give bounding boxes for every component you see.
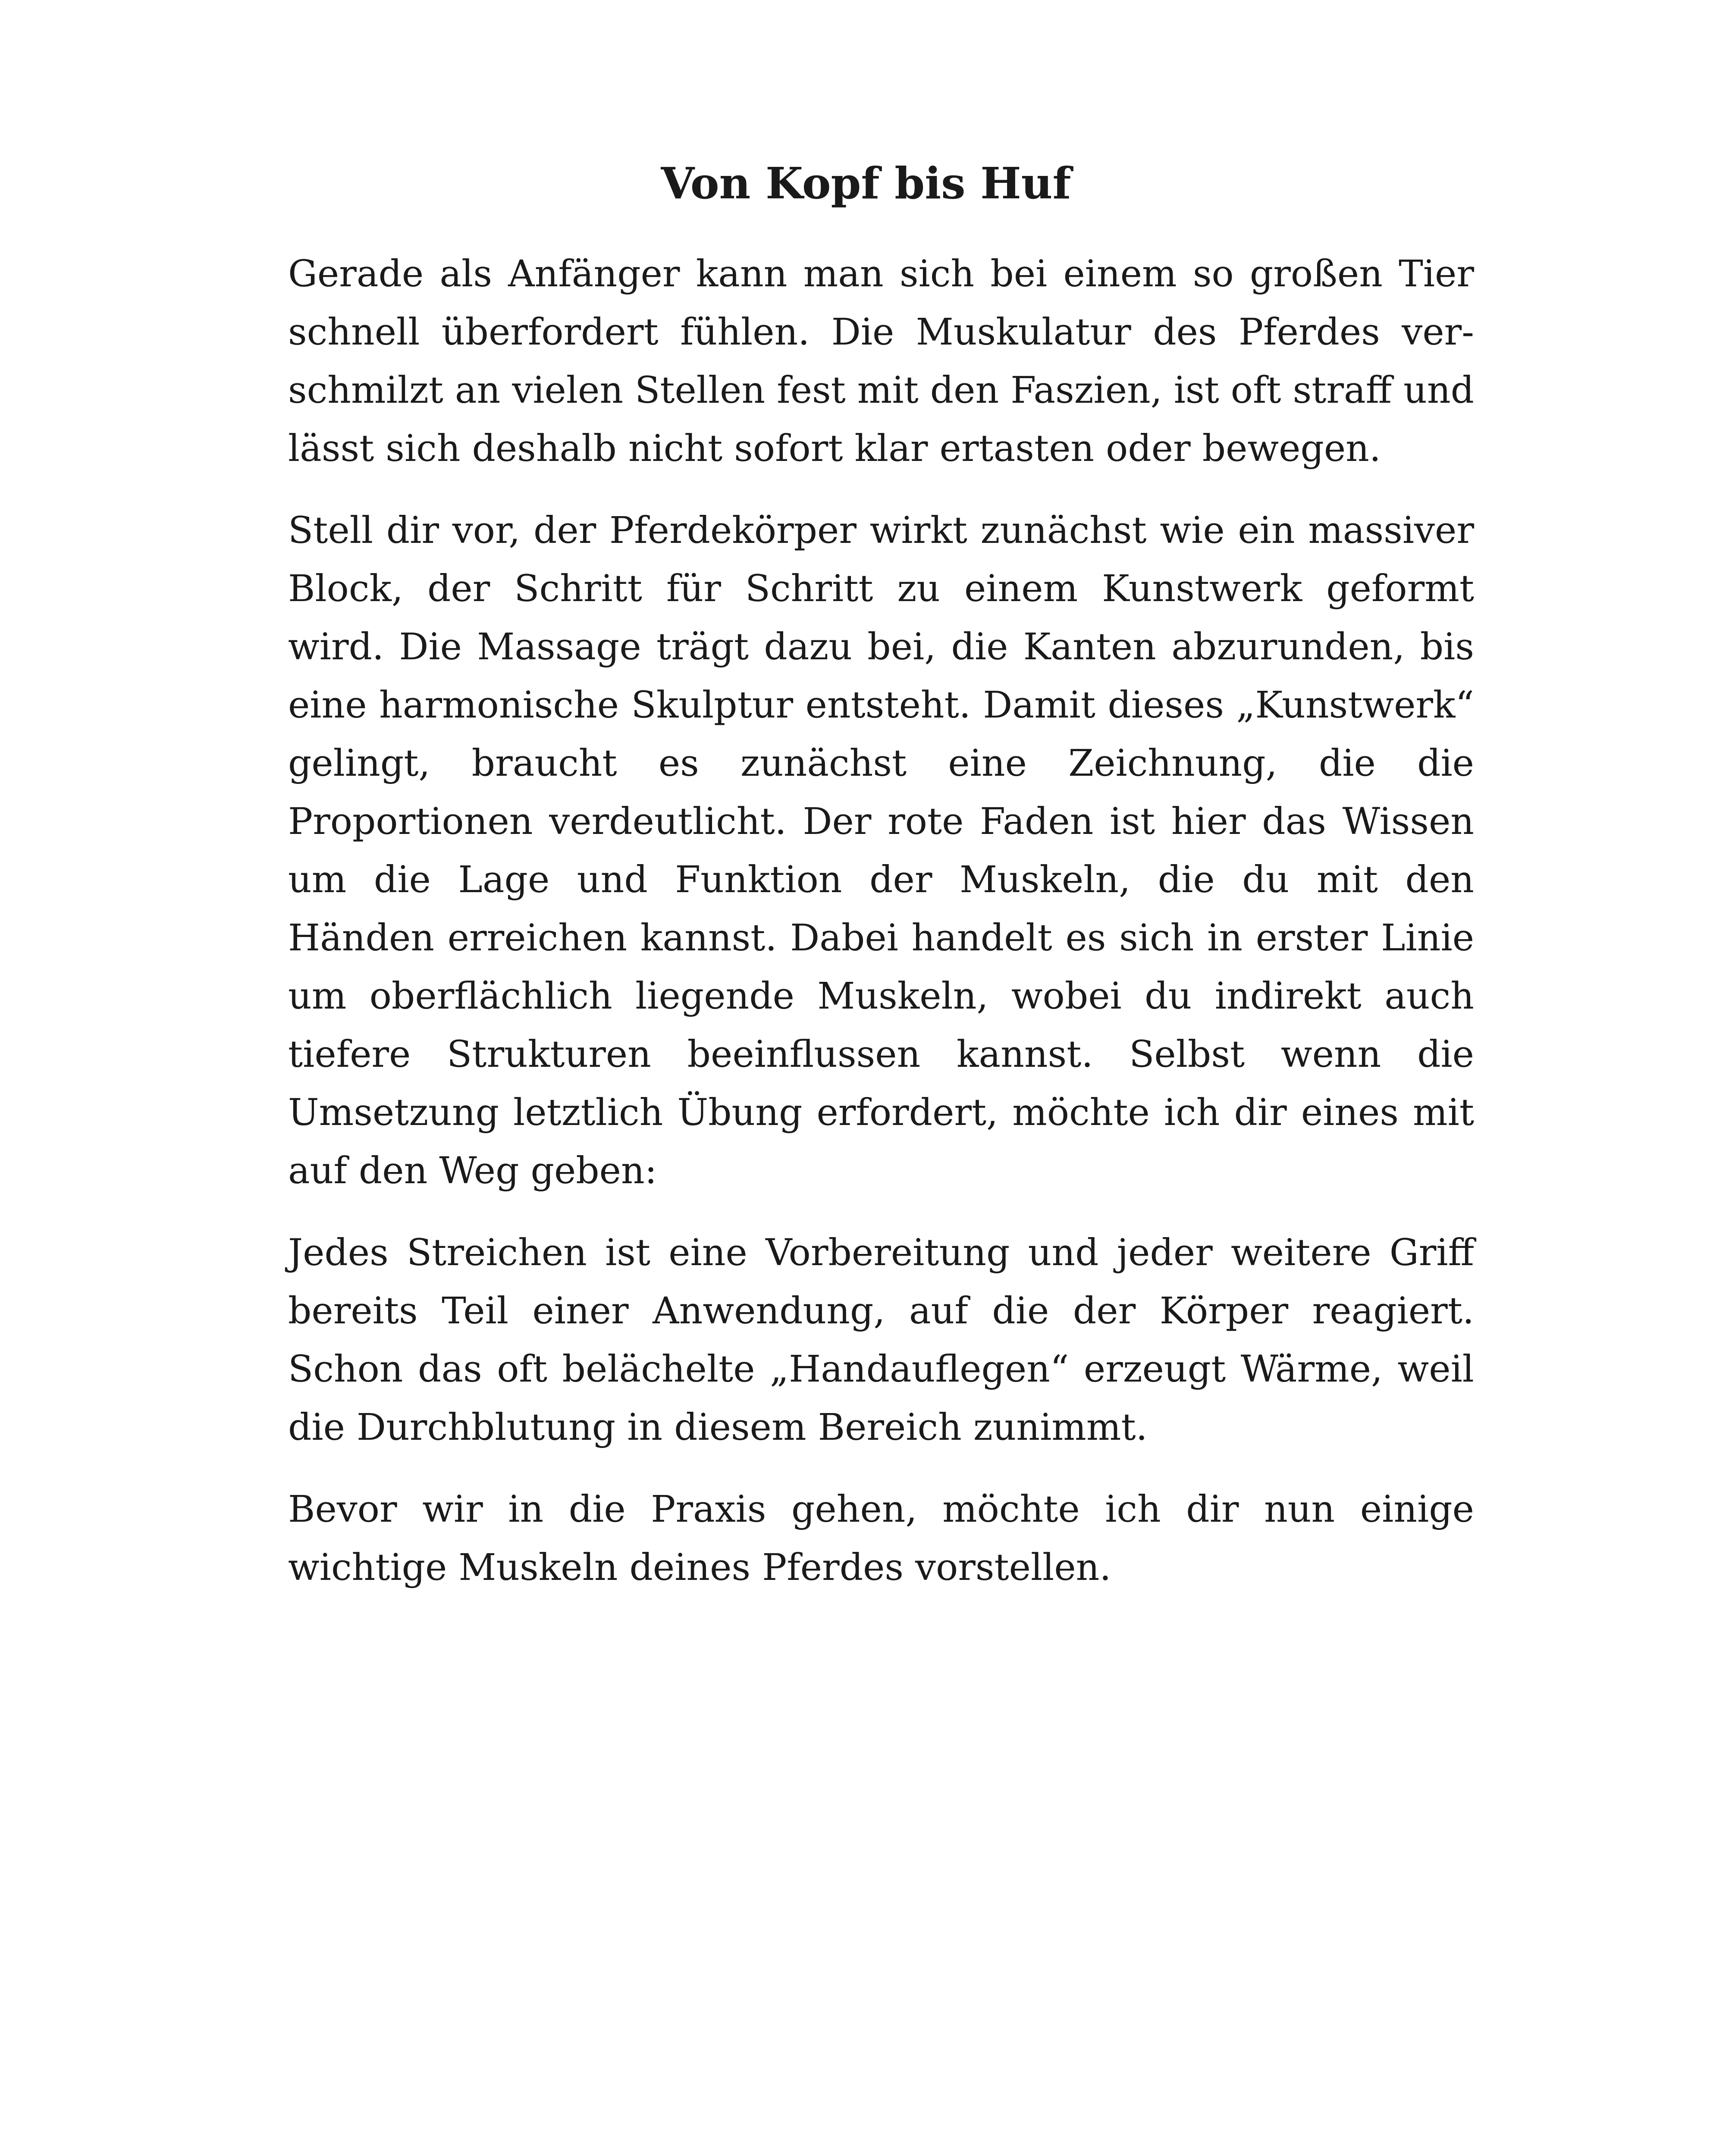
- paragraph-2: Stell dir vor, der Pferdekörper wirkt zunächst wie ein massiver Block, der Schritt für Schritt zu einem Kunstwerk geformt wird. Die Massage trägt dazu bei, die Kanten abzurunden, bis eine harmonische Skulptur entsteht. Damit dieses „Kunstwerk“ gelingt, braucht es zunächst eine Zeichnung, die die Proportionen verdeutlicht. Der rote Faden ist hier das Wissen um die Lage und Funktion der Muskeln, die du mit den Händen erreichen kannst. Dabei handelt es sich in erster Linie um oberflächlich liegende Muskeln, wobei du indirekt auch tiefere Strukturen beeinflussen kannst. Selbst wenn die Umsetzung letztlich Übung erfordert, möchte ich dir eines mit auf den Weg geben:: [288, 509, 1474, 1192]
- paragraph-3: Jedes Streichen ist eine Vorbereitung und jeder weitere Griff bereits Teil einer Anwendung, auf die der Körper reagiert. Schon das oft belächelte „Handauflegen“ erzeugt Wärme, weil die Durchblutung in diesem Bereich zunimmt.: [288, 1232, 1474, 1449]
- page-title: Von Kopf bis Huf: [661, 158, 1071, 209]
- body-text: [288, 245, 1474, 1620]
- paragraph-4: Bevor wir in die Praxis gehen, möchte ich dir nun einige wichtige Muskeln deines Pferdes vorstellen.: [288, 1488, 1474, 1589]
- paragraph-1: Gerade als Anfänger kann man sich bei einem so großen Tier schnell überfordert fühlen. Die Muskulatur des Pferdes verschmilzt an vielen Stellen fest mit den Faszien, ist oft straff und lässt sich deshalb nicht sofort klar ertasten oder bewegen.: [288, 253, 1474, 470]
